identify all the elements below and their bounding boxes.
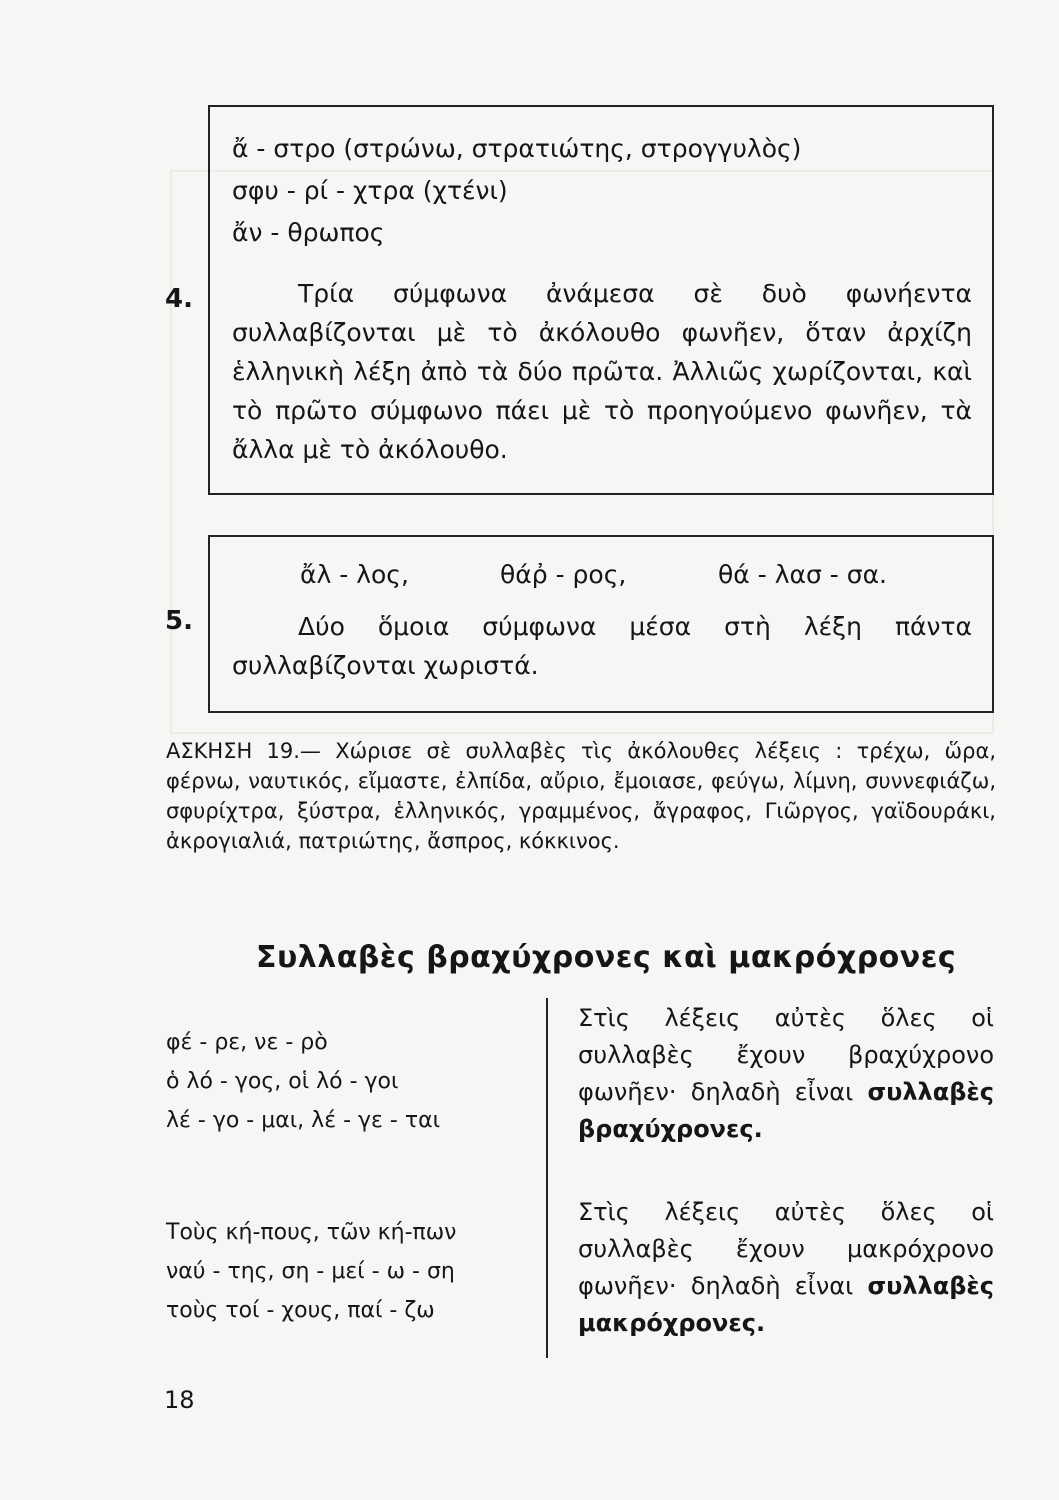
term-long: συλλαβὲς μακρόχρονες. <box>578 1272 994 1337</box>
term-short: συλλαβὲς βραχύχρονες. <box>578 1078 994 1143</box>
example-line: σφυ - ρί - χτρα (χτένι) <box>232 176 508 205</box>
example-line: Τοὺς κή-πους, τῶν κή-πων <box>166 1220 457 1245</box>
rule-text: Τρία σύμφωνα ἀνάμεσα σὲ δυὸ φωνήεντα συλλαβίζονται μὲ τὸ ἀκόλουθο φωνῆεν, ὅταν ἀρχίζη ἑλληνικὴ λέξη ἀπὸ τὰ δύο πρῶτα. Ἀλλιῶς χωρίζονται, καὶ τὸ πρῶτο σύμφωνο πάει μὲ τὸ προηγούμενο φωνῆεν, τὰ ἄλλα μὲ τὸ ἀκόλουθο. <box>232 279 972 464</box>
example-word: θάῤ - ρος, <box>500 560 627 589</box>
page-number: 18 <box>164 1386 195 1414</box>
example-line: ναύ - της, ση - μεί - ω - ση <box>166 1259 455 1284</box>
example-line: τοὺς τοί - χους, παί - ζω <box>166 1298 435 1323</box>
example-word: ἄλ - λος, <box>300 560 409 589</box>
example-line: ὁ λό - γος, οἱ λό - γοι <box>166 1069 399 1094</box>
example-line: λέ - γο - μαι, λέ - γε - ται <box>166 1108 441 1133</box>
column-divider <box>546 998 548 1358</box>
rule-number: 5. <box>165 606 193 636</box>
example-word: θά - λασ - σα. <box>718 560 887 589</box>
rule-text: Δύο ὅμοια σύμφωνα μέσα στὴ λέξη πάντα συλλαβίζονται χωριστά. <box>232 612 972 680</box>
section-title: Συλλαβὲς βραχύχρονες καὶ μακρόχρονες <box>256 940 957 975</box>
explanation <box>578 1000 994 1148</box>
exercise-text: ΑΣΚΗΣΗ 19.— Χώρισε σὲ συλλαβὲς τὶς ἀκόλουθες λέξεις : τρέχω, ὥρα, φέρνω, ναυτικός, εἴμαστε, ἐλπίδα, αὔριο, ἔμοιασε, φεύγω, λίμνη, συννεφιάζω, σφυρίχτρα, ξύστρα, ἑλληνικός, γραμμένος, ἄγραφος, Γιῶργος, γαϊδουράκι, ἀκρογιαλιά, πατριώτης, ἄσπρος, κόκκινος. <box>166 739 996 853</box>
example-line: ἄ - στρο (στρώνω, στρατιώτης, στρογγυλὸς) <box>232 134 802 163</box>
example-line: ἄν - θρωπος <box>232 218 385 247</box>
explanation-text: Στὶς λέξεις αὐτὲς ὅλες οἱ συλλαβὲς ἔχουν βραχύχρονο φωνῆεν· δηλαδὴ εἶναι <box>578 1004 994 1106</box>
rule-number: 4. <box>165 284 193 314</box>
explanation <box>578 1194 994 1342</box>
explanation-text: Στὶς λέξεις αὐτὲς ὅλες οἱ συλλαβὲς ἔχουν μακρόχρονο φωνῆεν· δηλαδὴ εἶναι <box>578 1198 994 1300</box>
example-line: φέ - ρε, νε - ρὸ <box>166 1030 328 1055</box>
